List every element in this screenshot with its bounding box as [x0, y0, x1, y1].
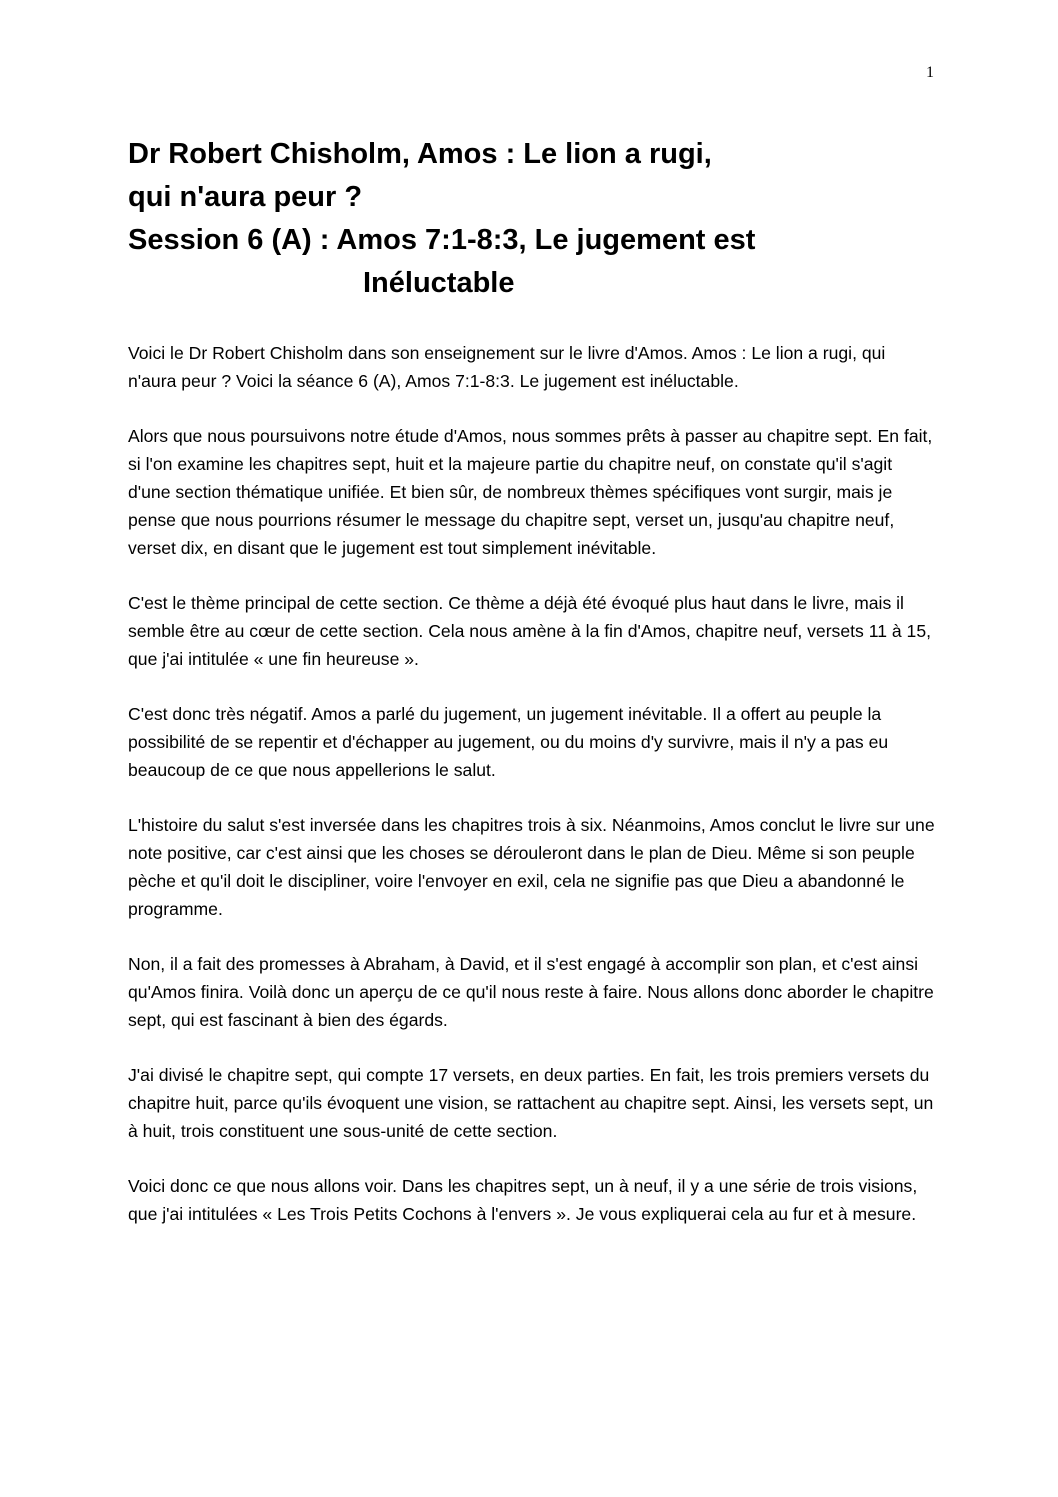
paragraph-7: J'ai divisé le chapitre sept, qui compte 17 versets, en deux parties. En fait, les trois premiers versets du chapitre huit, parce qu'ils évoquent une vision, se rattachent au chapitre sept. Ainsi, les versets sept, un à huit, trois constituent une sous-unité de cette section.: [128, 1065, 934, 1141]
page-number: 1: [926, 64, 934, 81]
document-body: [128, 339, 938, 1255]
title-line-3: Session 6 (A) : Amos 7:1-8:3, Le jugement est: [128, 224, 756, 256]
paragraph-6: Non, il a fait des promesses à Abraham, à David, et il s'est engagé à accomplir son plan, et c'est ainsi qu'Amos finira. Voilà donc un aperçu de ce qu'il nous reste à faire. Nous allons donc aborder le chapitre sept, qui est fascinant à bien des égards.: [128, 954, 934, 1030]
paragraph-4: C'est donc très négatif. Amos a parlé du jugement, un jugement inévitable. Il a offert au peuple la possibilité de se repentir et d'échapper au jugement, ou du moins d'y survivre, mais il n'y a pas eu beaucoup de ce que nous appellerions le salut.: [128, 704, 889, 780]
paragraph-2: Alors que nous poursuivons notre étude d'Amos, nous sommes prêts à passer au chapitre sept. En fait, si l'on examine les chapitres sept, huit et la majeure partie du chapitre neuf, on constate qu'il s'agit d'une section thématique unifiée. Et bien sûr, de nombreux thèmes spécifiques vont surgir, mais je pense que nous pourrions résumer le message du chapitre sept, verset un, jusqu'au chapitre neuf, verset dix, en disant que le jugement est tout simplement inévitable.: [128, 426, 933, 558]
title-line-1: Dr Robert Chisholm, Amos : Le lion a rugi,: [128, 138, 712, 170]
paragraph-8: Voici donc ce que nous allons voir. Dans les chapitres sept, un à neuf, il y a une série de trois visions, que j'ai intitulées « Les Trois Petits Cochons à l'envers ». Je vous expliquerai cela au fur et à mesure.: [128, 1176, 918, 1224]
paragraph-5: L'histoire du salut s'est inversée dans les chapitres trois à six. Néanmoins, Amos conclut le livre sur une note positive, car c'est ainsi que les choses se dérouleront dans le plan de Dieu. Même si son peuple pèche et qu'il doit le discipliner, voire l'envoyer en exil, cela ne signifie pas que Dieu a abandonné le programme.: [128, 815, 935, 919]
title-line-4: Inéluctable: [363, 267, 515, 299]
paragraph-3: C'est le thème principal de cette section. Ce thème a déjà été évoqué plus haut dans le livre, mais il semble être au cœur de cette section. Cela nous amène à la fin d'Amos, chapitre neuf, versets 11 à 15, que j'ai intitulée « une fin heureuse ».: [128, 593, 931, 669]
paragraph-1: Voici le Dr Robert Chisholm dans son enseignement sur le livre d'Amos. Amos : Le lion a rugi, qui n'aura peur ? Voici la séance 6 (A), Amos 7:1-8:3. Le jugement est inéluctable.: [128, 343, 886, 391]
document-title: [128, 133, 948, 305]
title-line-2: qui n'aura peur ?: [128, 181, 363, 213]
